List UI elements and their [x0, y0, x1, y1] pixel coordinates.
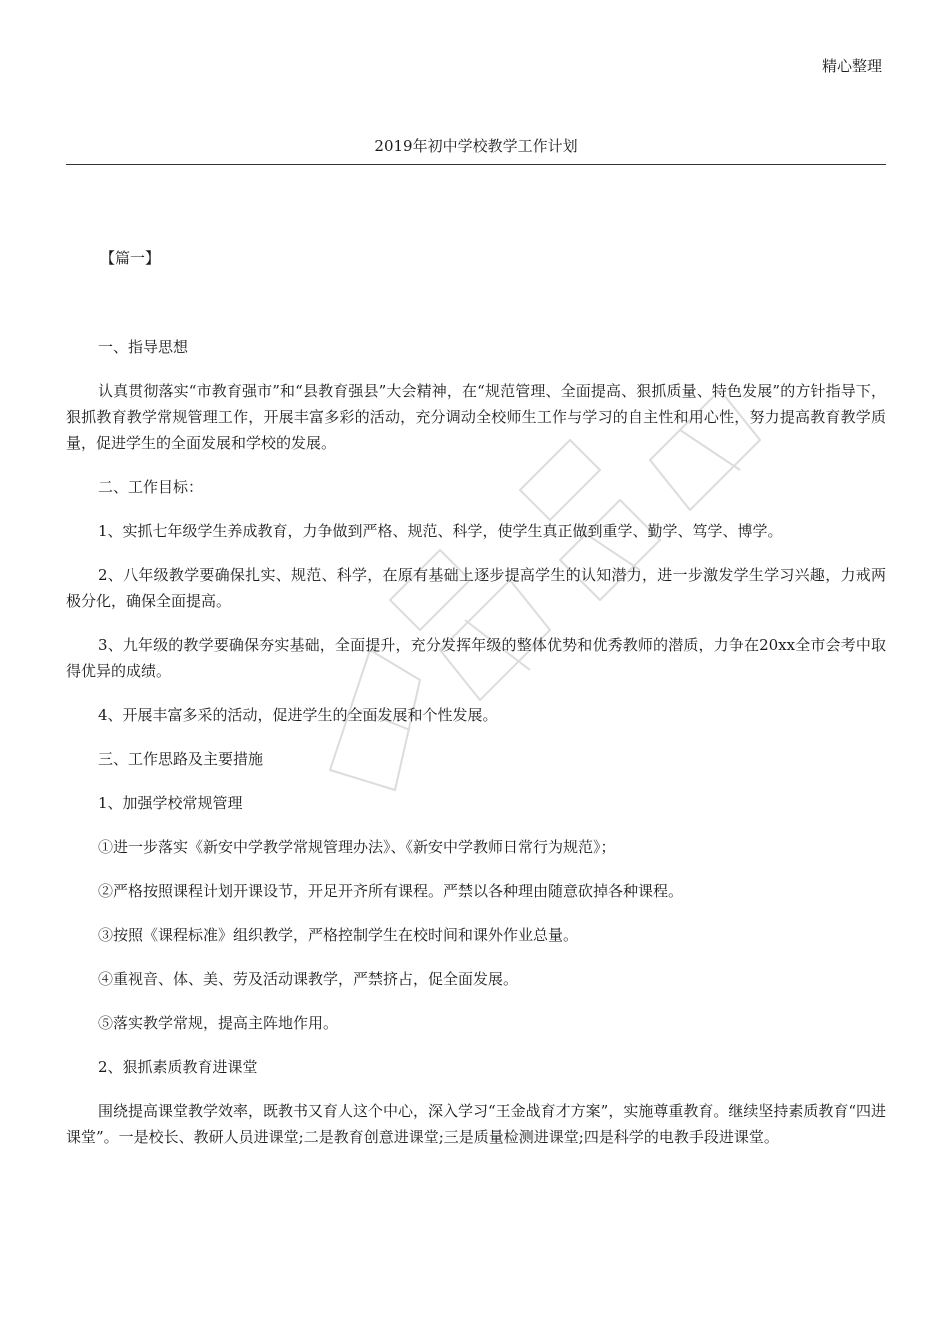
measure-item-3: ③按照《课程标准》组织教学，严格控制学生在校时间和课外作业总量。	[98, 926, 579, 944]
document-title: 2019年初中学校教学工作计划	[374, 137, 578, 155]
title-divider	[66, 164, 886, 165]
heading-work-goals: 二、工作目标：	[98, 478, 204, 496]
measure-item-1: ①进一步落实《新安中学教学常规管理办法》、《新安中学教师日常行为规范》；	[98, 838, 616, 856]
measure-item-2: ②严格按照课程计划开课设节，开足开齐所有课程。严禁以各种理由随意砍掉各种课程。	[98, 882, 684, 900]
subheading-routine-management: 1、加强学校常规管理	[98, 794, 243, 812]
section-label: 【篇一】	[100, 249, 161, 267]
document-body	[66, 334, 886, 1168]
heading-guiding-ideology: 一、指导思想	[98, 338, 189, 356]
heading-work-measures: 三、工作思路及主要措施	[98, 750, 264, 768]
measure-item-4: ④重视音、体、美、劳及活动课教学，严禁挤占，促全面发展。	[98, 970, 519, 988]
goal-item-2: 2、八年级教学要确保扎实、规范、科学，在原有基础上逐步提高学生的认知潜力，进一步激发学生学习兴趣，力戒两极分化，确保全面提高。	[66, 566, 886, 610]
paragraph-quality-education: 围绕提高课堂教学效率，既教书又育人这个中心，深入学习“王金战育才方案”，实施尊重教育。继续坚持素质教育“四进课堂”。一是校长、教研人员进课堂;二是教育创意进课堂;三是质量检测进课堂;四是科学的电教手段进课堂。	[66, 1102, 887, 1146]
subheading-quality-education: 2、狠抓素质教育进课堂	[98, 1058, 258, 1076]
measure-item-5: ⑤落实教学常规，提高主阵地作用。	[98, 1014, 339, 1032]
goal-item-4: 4、开展丰富多采的活动，促进学生的全面发展和个性发展。	[98, 706, 498, 724]
paragraph-guiding-ideology: 认真贯彻落实“市教育强市”和“县教育强县”大会精神，在“规范管理、全面提高、狠抓质量、特色发展”的方针指导下，狠抓教育教学常规管理工作，开展丰富多彩的活动，充分调动全校师生工作与学习的自主性和用心性，努力提高教育教学质量，促进学生的全面发展和学校的发展。	[66, 382, 886, 452]
goal-item-1: 1、实抓七年级学生养成教育，力争做到严格、规范、科学，使学生真正做到重学、勤学、笃学、博学。	[98, 522, 783, 540]
header-note: 精心整理	[821, 57, 882, 75]
goal-item-3: 3、九年级的教学要确保夯实基础，全面提升，充分发挥年级的整体优势和优秀教师的潜质，力争在20xx全市会考中取得优异的成绩。	[66, 636, 886, 680]
